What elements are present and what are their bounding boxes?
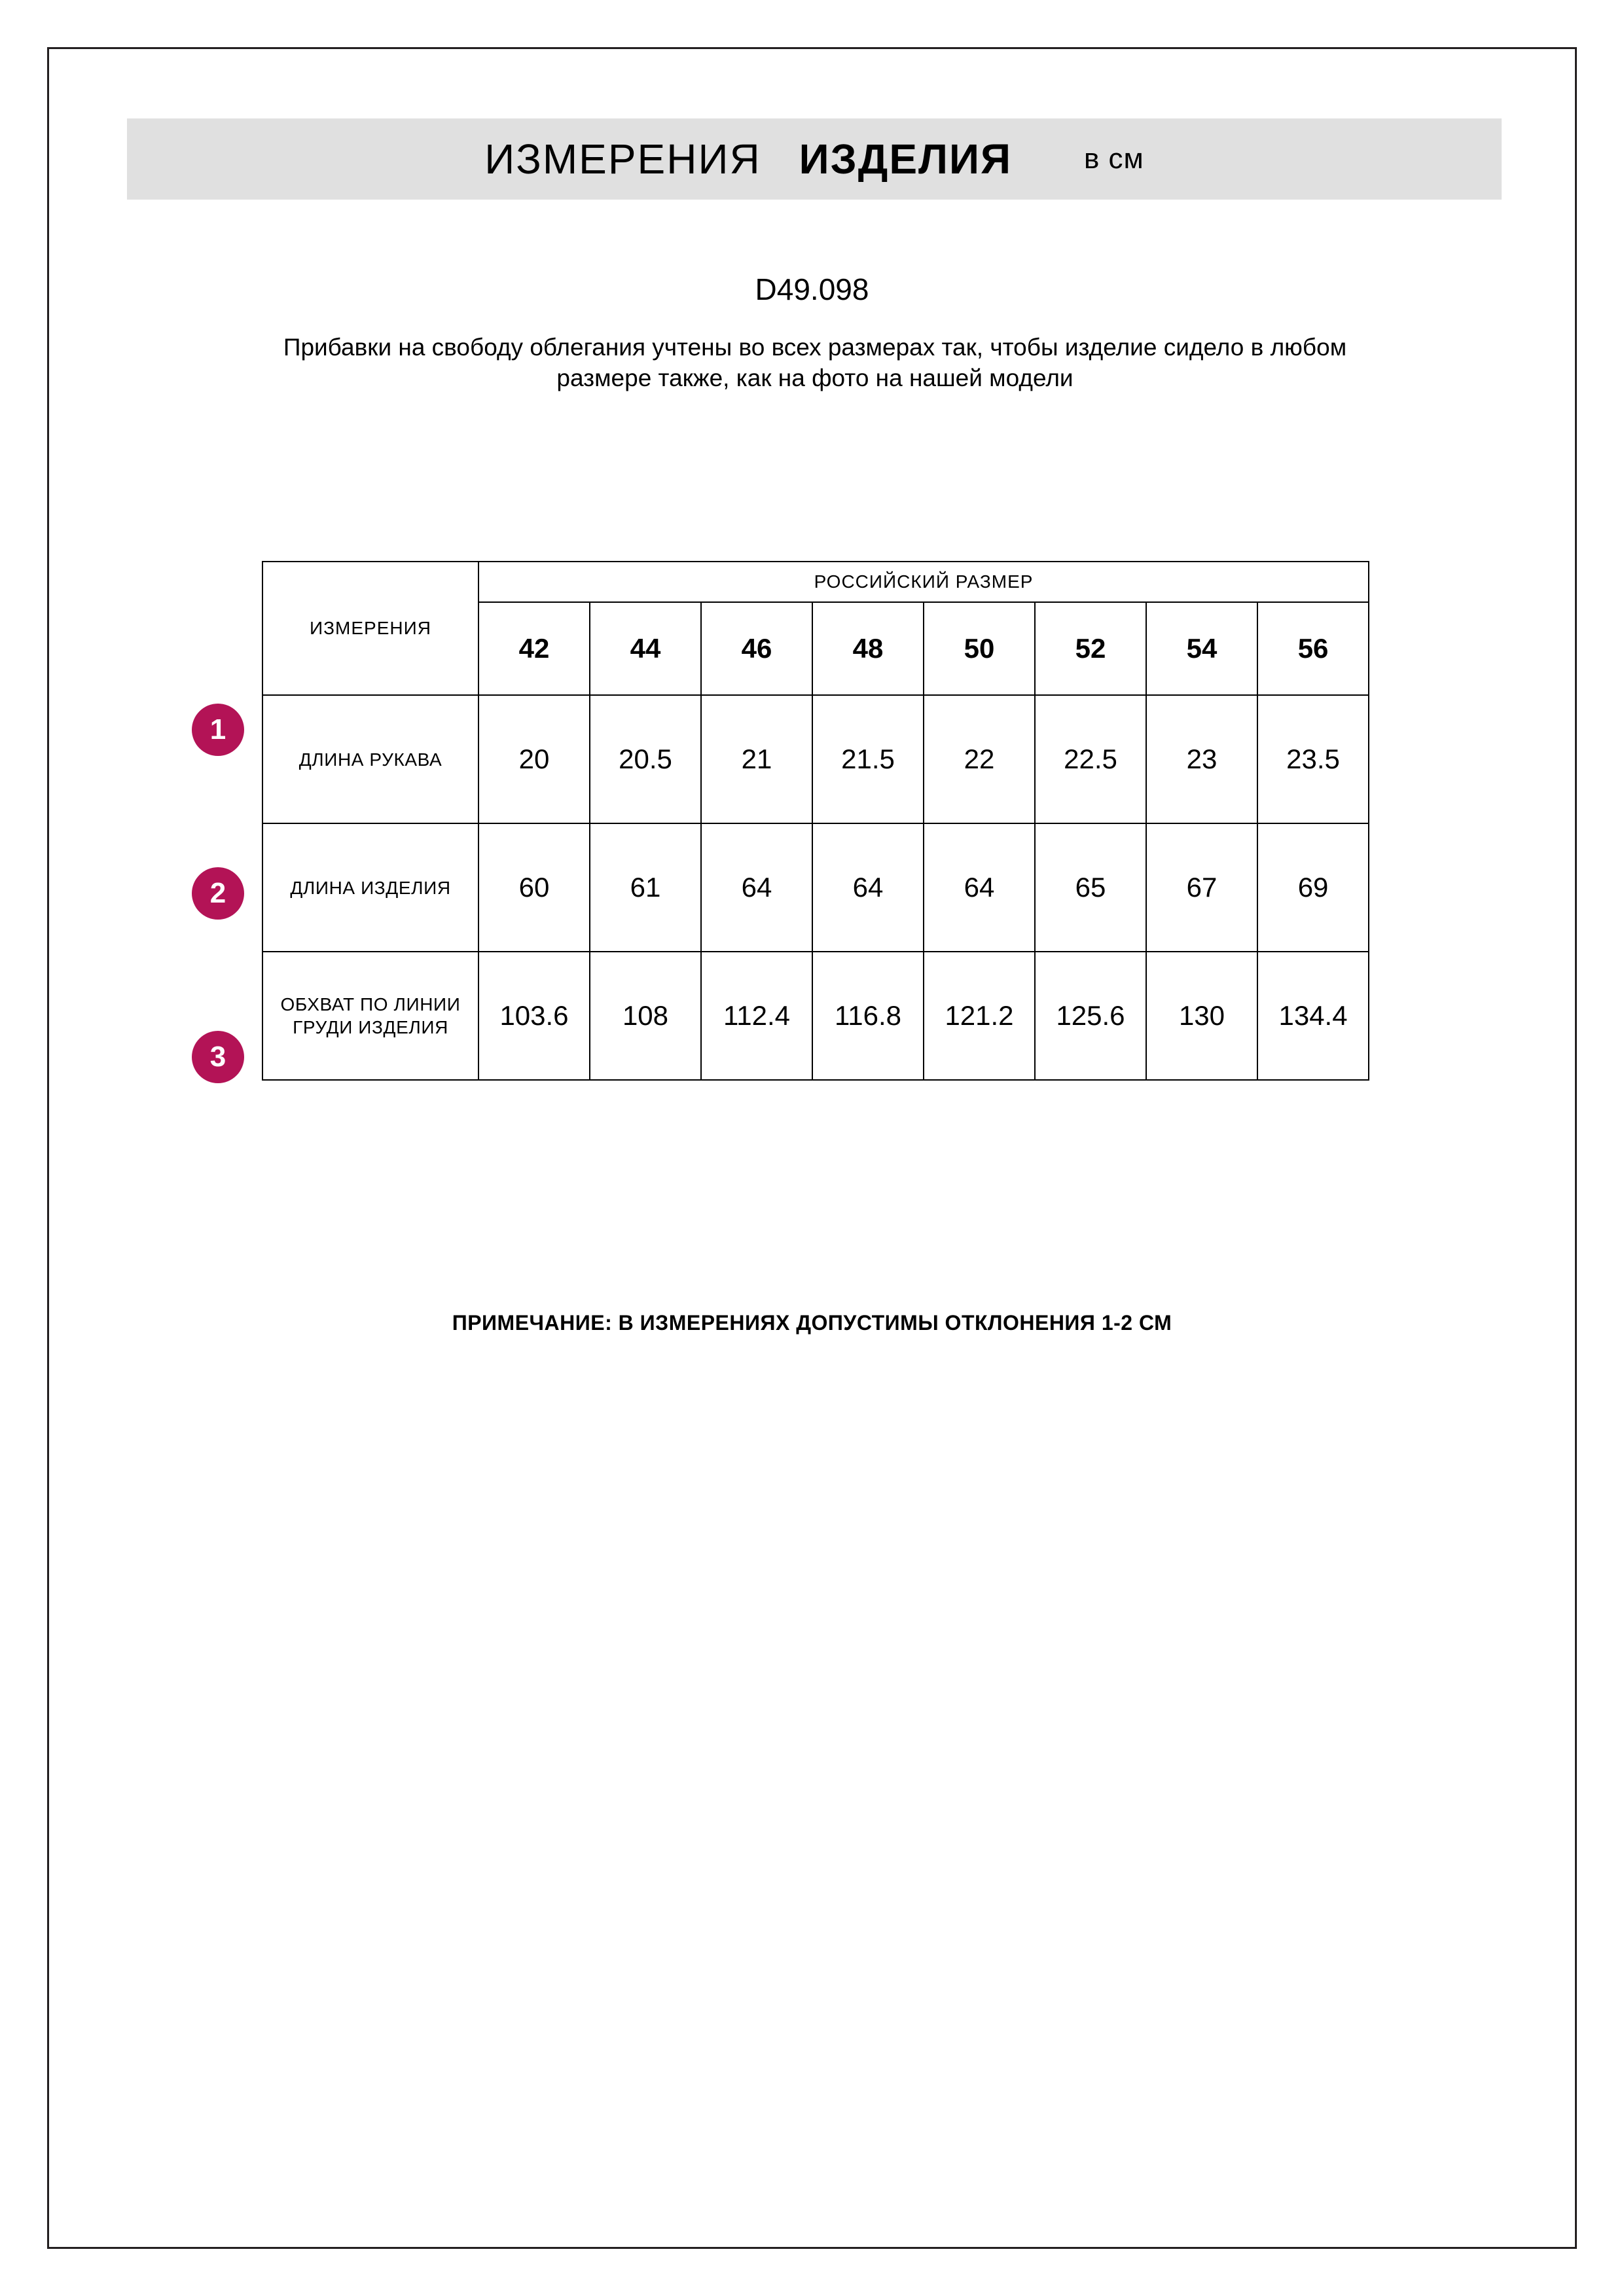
row-label-chest-girth: ОБХВАТ ПО ЛИНИИ ГРУДИ ИЗДЕЛИЯ: [262, 952, 478, 1080]
note-text: ПРИМЕЧАНИЕ: В ИЗМЕРЕНИЯХ ДОПУСТИМЫ ОТКЛОНЕНИЯ 1-2 СМ: [452, 1311, 1172, 1335]
size-header-42: 42: [478, 602, 590, 695]
cell-sleeve-48: 21.5: [812, 695, 924, 823]
cell-chest-52: 125.6: [1035, 952, 1146, 1080]
cell-length-46: 64: [701, 823, 812, 952]
article-code: D49.098: [755, 272, 869, 306]
cell-chest-42: 103.6: [478, 952, 590, 1080]
table-header-group-row: [262, 562, 1369, 602]
size-header-46: 46: [701, 602, 812, 695]
cell-chest-48: 116.8: [812, 952, 924, 1080]
measurements-table-wrapper: [262, 561, 1368, 1081]
table-row: [262, 823, 1369, 952]
cell-sleeve-52: 22.5: [1035, 695, 1146, 823]
cell-length-50: 64: [924, 823, 1035, 952]
size-header-50: 50: [924, 602, 1035, 695]
row-badge-2: 2: [192, 867, 244, 920]
row-badge-3: 3: [192, 1031, 244, 1083]
title-product: ИЗДЕЛИЯ: [799, 135, 1012, 183]
cell-sleeve-44: 20.5: [590, 695, 701, 823]
size-header-54: 54: [1146, 602, 1257, 695]
size-header-52: 52: [1035, 602, 1146, 695]
measurements-table: [262, 561, 1369, 1081]
document-content: [49, 49, 1575, 2247]
cell-sleeve-56: 23.5: [1257, 695, 1369, 823]
size-header-56: 56: [1257, 602, 1369, 695]
cell-length-42: 60: [478, 823, 590, 952]
page-frame: [47, 47, 1577, 2249]
row-label-product-length: ДЛИНА ИЗДЕЛИЯ: [262, 823, 478, 952]
cell-chest-46: 112.4: [701, 952, 812, 1080]
row-badge-1: 1: [192, 704, 244, 756]
header-russian-size: РОССИЙСКИЙ РАЗМЕР: [478, 562, 1369, 602]
size-header-48: 48: [812, 602, 924, 695]
cell-length-56: 69: [1257, 823, 1369, 952]
table-row: [262, 695, 1369, 823]
cell-length-54: 67: [1146, 823, 1257, 952]
cell-sleeve-50: 22: [924, 695, 1035, 823]
title-banner: [127, 118, 1502, 200]
cell-sleeve-46: 21: [701, 695, 812, 823]
cell-length-48: 64: [812, 823, 924, 952]
header-measurements-label: ИЗМЕРЕНИЯ: [262, 562, 478, 695]
cell-chest-50: 121.2: [924, 952, 1035, 1080]
cell-chest-54: 130: [1146, 952, 1257, 1080]
table-row: [262, 952, 1369, 1080]
cell-chest-56: 134.4: [1257, 952, 1369, 1080]
title-measurements: ИЗМЕРЕНИЯ: [484, 135, 761, 183]
cell-sleeve-42: 20: [478, 695, 590, 823]
size-header-44: 44: [590, 602, 701, 695]
title-unit: в см: [1083, 143, 1144, 175]
subtitle-text: Прибавки на свободу облегания учтены во всех размерах так, чтобы изделие сидело в любом размере также, как на фото на нашей модели: [283, 334, 1347, 392]
cell-chest-44: 108: [590, 952, 701, 1080]
cell-sleeve-54: 23: [1146, 695, 1257, 823]
cell-length-52: 65: [1035, 823, 1146, 952]
row-label-sleeve-length: ДЛИНА РУКАВА: [262, 695, 478, 823]
cell-length-44: 61: [590, 823, 701, 952]
